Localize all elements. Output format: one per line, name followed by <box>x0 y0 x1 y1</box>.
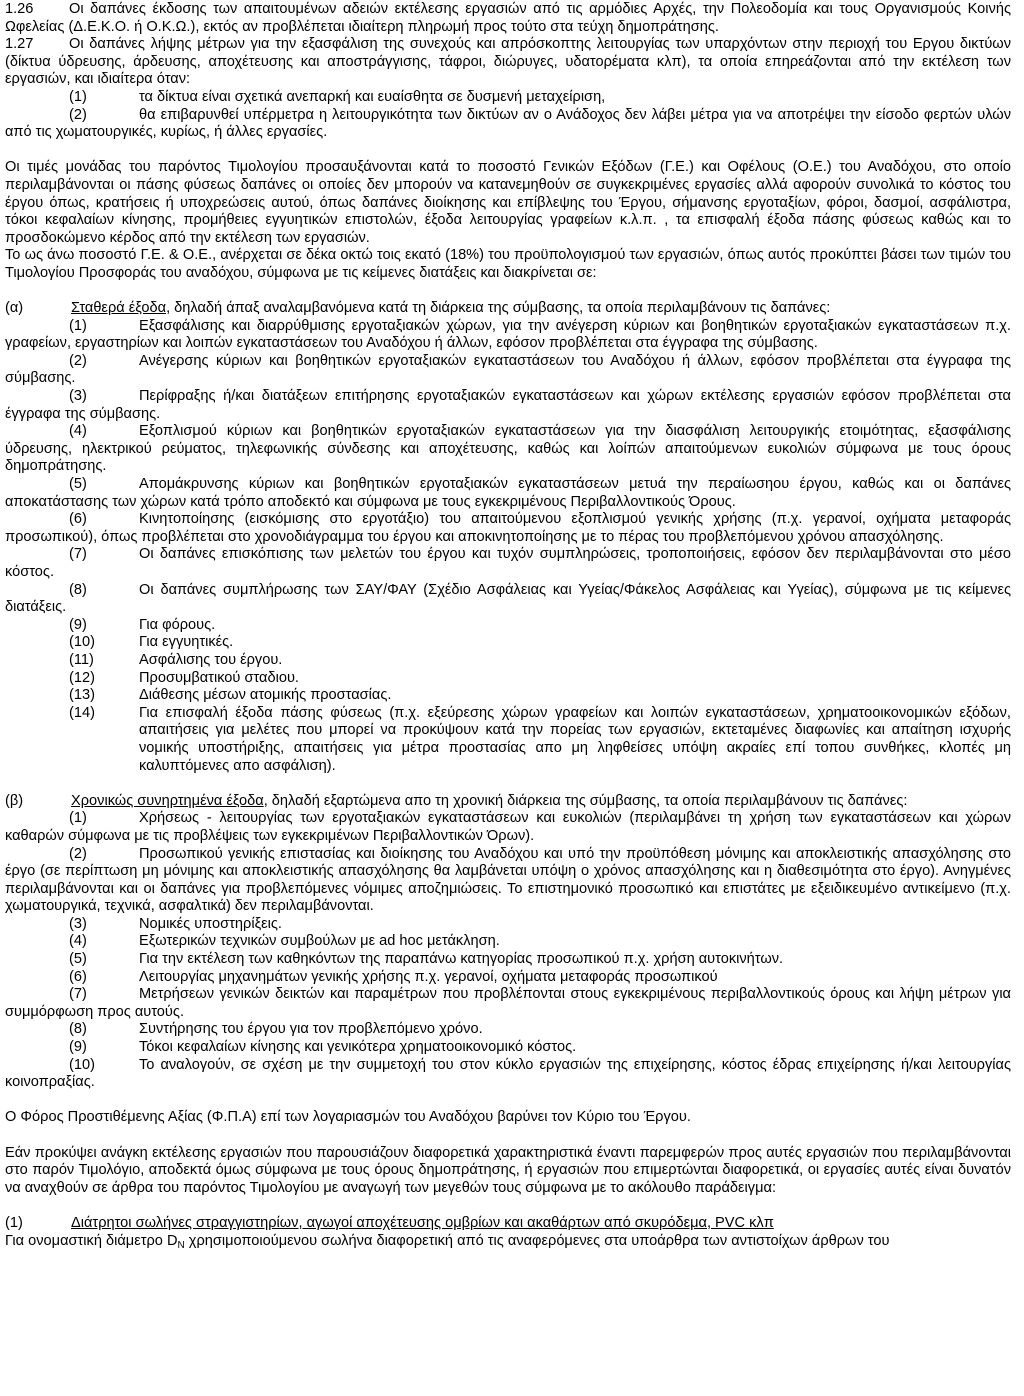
list-item <box>5 986 1011 1021</box>
list-item-number: (9) <box>69 1039 87 1056</box>
sub-item-number: (2) <box>69 106 87 123</box>
item-text: Οι δαπάνες λήψης μέτρων για την εξασφάλιση της συνεχούς και απρόσκοπτης λειτουργίας των υπαρχόντων στην περιοχή του Εργου δικτύων (δίκτυα ύδρευσης, άρδευσης, αποχέτευσης και αποστράγγισης, τάφροι, διώρυγες, υδατορέματα κλπ), τα οποία επηρεάζονται από την εκτέλεση των εργασιών, και ιδιαίτερα όταν: <box>5 36 1011 88</box>
list-item-text: Οι δαπάνες συμπλήρωσης των ΣΑΥ/ΦΑΥ (Σχέδιο Ασφάλειας και Υγείας/Φάκελος Ασφάλειας και Υγείας), σύμφωνα με τις κείμενες διατάξεις. <box>5 581 1011 616</box>
list-item <box>5 810 1011 845</box>
list-item-number: (9) <box>69 616 87 633</box>
list-item <box>5 634 1011 652</box>
section-a-item-14 <box>5 705 1011 775</box>
list-item-text: Μετρήσεων γενικών δεικτών και παραμέτρων που προβλέπονται στους εγκεκριμένους περιβαλλοντικούς όρους και λήψη μέτρων για συμμόρφωση προς αυτούς. <box>5 986 1011 1020</box>
list-item-text: Χρήσεως - λειτουργίας των εργοταξιακών εγκαταστάσεων και ευκολιών (περιλαμβάνει τη χρήση των εγκαταστάσεων και χώρων καθαρών σύμφωνα με τις προβλέψεις των εγκεκριμένων Περιβαλλοντικών Όρων). <box>5 810 1011 844</box>
list-item-number: (11) <box>69 651 94 668</box>
list-item-number: (2) <box>69 845 87 862</box>
paragraph-percent: Το ως άνω ποσοστό Γ.Ε. & Ο.Ε., ανέρχεται σε δέκα οκτώ τοις εκατό (18%) του προϋπολογισμού των εργασιών, όπως αυτός προκύπτει βάσει των τιμών του Τιμολογίου Προσφοράς του αναδόχου, σύμφωνα με τις κείμενες διατάξεις και διακρίνεται σε: <box>5 247 1011 281</box>
list-item-number: (8) <box>69 1021 87 1038</box>
example-title: Διάτρητοι σωλήνες στραγγιστηρίων, αγωγοί αποχέτευσης ομβρίων και ακαθάρτων από σκυρόδεμα, PVC κλπ <box>71 1214 774 1231</box>
sub-item-number: (1) <box>69 88 87 105</box>
list-item-text: Προσυμβατικού σταδιου. <box>139 669 299 686</box>
section-title: Χρονικώς συνηρτημένα έξοδα <box>71 792 264 809</box>
dn-subscript: N <box>177 1239 185 1251</box>
list-item <box>5 582 1011 617</box>
example-text-end: χρησιμοποιούμενου σωλήνα διαφορετική από τις αναφερόμενες στα υποάρθρα των αντιστοίχων άρθρων του <box>184 1232 890 1249</box>
list-item-text: Προσωπικού γενικής επιστασίας και διοίκησης του Αναδόχου και υπό την προϋπόθεση μόνιμης και αποκλειστικής απασχόλησης στο έργο (σε περίπτωση μη μόνιμης και αποκλειστικής απασχόλησης θα λαμβάνεται υπόψη ο χρόνος απασχόλησης και η διαθεσιμότητα στο έργο). Ανηγμένες περιλαμβάνονται και οι δαπάνες για προβλεπόμενες νόμιμες αποζημιώσεις. Το επιστημονικό προσωπικό και επιστάτες με εξειδικευμένο αντικείμενο (π.χ. χωματουργικά, τεχνικά, ασφαλτικά) δεν περιλαμβάνονται. <box>5 845 1011 915</box>
list-item-text: Οι δαπάνες επισκόπισης των μελετών του έργου και τυχόν συμπληρώσεις, τροποποιήσεις, εφόσον δεν περιλαμβάνονται στο μέσο κόστος. <box>5 546 1011 580</box>
item-number: 1.26 <box>5 1 34 17</box>
list-item-number: (5) <box>69 476 87 493</box>
item-1-26 <box>5 1 1011 36</box>
list-item-number: (1) <box>69 810 87 827</box>
list-item-text: Εξασφάλισης και διαρρύθμισης εργοταξιακών χώρων, για την ανέγερση κύριων και βοηθητικών εργοταξιακών εγκαταστάσεων π.χ. γραφείων, εργαστηρίων και λοιπών εγκαταστάσεων του Αναδόχου ή άλλων, εφόσον προβλέπεται στα έγγραφα της σύμβασης. <box>5 317 1011 352</box>
list-item-text: Για την εκτέλεση των καθηκόντων της παραπάνω κατηγορίας προσωπικού π.χ. χρήση αυτοκινήτων. <box>139 951 784 968</box>
list-item <box>5 546 1011 581</box>
list-item-number: (12) <box>69 669 95 686</box>
section-title: Σταθερά έξοδα <box>71 300 167 317</box>
list-item-text: Απομάκρυνσης κύριων και βοηθητικών εργοταξιακών εγκαταστάσεων μετυά την περαίωσηου έργου, καθώς και οι δαπάνες αποκατάστασης των χώρων κατά τρόπο αποδεκτό και σύμφωνα με τους εγκεκριμένους Περιβαλλοντικούς Όρους. <box>5 476 1011 510</box>
list-item-text: Το αναλογούν, σε σχέση με την συμμετοχή του στον κύκλο εργασιών της επιχείρησης, κόστος έδρας επιχείρησης ή/και λειτουργίας κοινοπραξίας. <box>5 1056 1011 1091</box>
list-item-text: Κινητοποίησης (εισκόμισης στο εργοτάξιο) του απαιτούμενου εξοπλισμού γενικής χρήσης (π.χ. γερανοί, οχήματα μεταφοράς προσωπικού), όπως προβλέπεται στο χρονοδιάγραμμα του έργου και αποκινητοποίησης με το πέρας του προβλεπόμενου χρόνου απασχόλησης. <box>5 511 1011 545</box>
list-item <box>5 388 1011 423</box>
list-item-number: (7) <box>69 546 87 563</box>
section-b-header <box>5 793 1011 811</box>
list-item-text: Λειτουργίας μηχανημάτων γενικής χρήσης π.χ. γερανοί, οχήματα μεταφοράς προσωπικού <box>139 968 718 985</box>
list-item-text: Για εγγυητικές. <box>139 634 234 651</box>
list-item-text: Για φόρους. <box>139 616 216 633</box>
section-a-header <box>5 300 1011 318</box>
list-item <box>5 916 1011 934</box>
list-item-number: (3) <box>69 915 87 932</box>
section-a-list <box>5 318 1011 705</box>
list-item <box>5 951 1011 969</box>
paragraph-differences: Εάν προκύψει ανάγκη εκτέλεσης εργασιών που παρουσιάζουν διαφορετικά χαρακτηριστικά έναντι παρεμφερών προς αυτές εργασιών που περιλαμβάνονται στο παρόν Τιμολόγιο, αποδεκτά όμως σύμφωνα με τους όρους δημοπράτησης, ή εργασιών που επιμερτώνται διαφορετικά, οι εργασίες αυτές είναι δυνατόν να αναχθούν σε άρθρα του παρόντος Τιμολογίου με αναγωγή των μεγεθών τους σύμφωνα με το ακόλουθο παράδειγμα: <box>5 1144 1011 1196</box>
list-item <box>5 476 1011 511</box>
list-item <box>5 353 1011 388</box>
section-label: (β) <box>5 792 24 809</box>
example-label: (1) <box>5 1214 23 1231</box>
sub-item-text: τα δίκτυα είναι σχετικά ανεπαρκή και ευαίσθητα σε δυσμενή μεταχείριση, <box>139 88 606 105</box>
list-item-number: (4) <box>69 423 87 440</box>
item-text: Οι δαπάνες έκδοσης των απαιτουμένων αδειών εκτέλεσης εργασιών από τις αρμόδιες Αρχές, την Πολεοδομία και τους Οργανισμούς Κοινής Ωφελείας (Δ.Ε.Κ.Ο. ή Ο.Κ.Ω.), εκτός αν προβλέπεται ιδιαίτερη πληρωμή προς τούτο στα τεύχη δημοπράτησης. <box>5 1 1011 35</box>
section-label: (α) <box>5 300 24 317</box>
list-item-number: (4) <box>69 933 87 950</box>
list-item-text: Εξωτερικών τεχνικών συμβούλων με ad hoc μετάκληση. <box>139 933 500 950</box>
list-item <box>5 846 1011 916</box>
paragraph-vat: Ο Φόρος Προστιθέμενης Αξίας (Φ.Π.Α) επί των λογαριασμών του Αναδόχου βαρύνει τον Κύριο του Έργου. <box>5 1109 691 1126</box>
list-item <box>5 687 1011 705</box>
list-item-text: Συντήρησης του έργου για τον προβλεπόμενο χρόνο. <box>139 1021 483 1038</box>
sub-item <box>5 89 1011 107</box>
list-item <box>5 511 1011 546</box>
paragraph-prices: Οι τιμές μονάδας του παρόντος Τιμολογίου προσαυξάνονται κατά το ποσοστό Γενικών Εξόδων (Γ.Ε.) και Οφέλους (Ο.Ε.) του Αναδόχου, στο οποίο περιλαμβάνονται οι πάσης φύσεως δαπάνες οι οποίες δεν μπορούν να κατανεμηθούν σε συγκεκριμένες εργασίες αλλά αφορούν συνολικά το κόστος του έργου όπως, κρατήσεις ή υποχρεώσεις αυτού, όπως δαπάνες διοίκησης και επίβλεψης του Έργου, σήμανσης εργοταξίων, φόροι, δασμοί, ασφάλιστρα, τόκοι κεφαλαίων κίνησης, προμήθειες εγγυητικών επιστολών, έξοδα λειτουργίας γραφείων κ.λ.π. , τα επισφαλή έξοδα πάσης φύσεως καθώς και το προσδοκώμενο κέρδος από την εκτέλεση των εργασιών. <box>5 159 1011 246</box>
list-item <box>5 652 1011 670</box>
sub-item-text: Για επισφαλή έξοδα πάσης φύσεως (π.χ. εξεύρεσης χώρων γραφείων και λοιπών εγκαταστάσεων, χρηματοοικονομικών εξόδων, απαιτήσεις για μελέτες που μπορεί να προκύψουν κατά την πορείας των εργασιών, εκτεταμένες διαφωνίες και απαίτηση ισχυρής νομικής υποστήριξης, απαιτήσεις για μέτρα προστασίας απο μη ληφθείσες υπόψη ακραίες επί τοπου συνθήκες, κλοπές μη καλυπτόμενες απο ασφάλιση). <box>139 704 1011 774</box>
list-item-text: Ανέγερσης κύριων και βοηθητικών εργοταξιακών εγκαταστάσεων του Αναδόχου ή άλλων, εφόσον προβλέπεται στα έγγραφα της σύμβασης. <box>5 352 1011 387</box>
list-item-number: (13) <box>69 687 95 704</box>
document-page <box>5 1 1011 1254</box>
list-item-text: Περίφραξης ή/και διατάξεων επιτήρησης εργοταξιακών εγκαταστάσεων και χώρων εκτέλεσης εργασιών εφόσον προβλέπεται στα έγγραφα της σύμβασης. <box>5 388 1011 422</box>
list-item-number: (3) <box>69 388 87 405</box>
list-item-number: (6) <box>69 968 87 985</box>
list-item-number: (1) <box>69 317 87 334</box>
list-item <box>5 1039 1011 1057</box>
sub-item-text: θα επιβαρυνθεί υπέρμετρα η λειτουργικότητα των δικτύων αν ο Ανάδοχος δεν λάβει μέτρα για να αποτρέψει την είσοδο φερτών υλών από τις χωματουργικές, κυρίως, ή άλλες εργασίες. <box>5 106 1011 141</box>
example-header <box>5 1215 1011 1233</box>
sub-item-number: (14) <box>69 704 95 721</box>
example-text <box>5 1233 1011 1255</box>
list-item-text: Νομικές υποστηρίξεις. <box>139 915 282 932</box>
list-item <box>5 933 1011 951</box>
list-item-number: (8) <box>69 581 87 598</box>
list-item <box>5 969 1011 987</box>
list-item-number: (10) <box>69 1056 95 1073</box>
list-item-number: (7) <box>69 986 87 1003</box>
example-text-start: Για ονομαστική διάμετρο D <box>5 1232 178 1249</box>
list-item <box>5 670 1011 688</box>
section-intro: , δηλαδή εξαρτώμενα απο τη χρονική διάρκεια της σύμβασης, τα οποία περιλαμβάνουν τις δαπάνες: <box>263 792 908 809</box>
list-item <box>5 423 1011 476</box>
item-1-27 <box>5 36 1011 89</box>
list-item <box>5 1021 1011 1039</box>
list-item-number: (2) <box>69 352 87 369</box>
list-item-text: Τόκοι κεφαλαίων κίνησης και γενικότερα χρηματοοικονομικό κόστος. <box>139 1039 577 1056</box>
list-item-number: (10) <box>69 634 95 651</box>
section-b-list <box>5 810 1011 1092</box>
list-item <box>5 617 1011 635</box>
list-item-number: (6) <box>69 511 87 528</box>
list-item <box>5 318 1011 353</box>
list-item-text: Ασφάλισης του έργου. <box>139 651 283 668</box>
list-item-number: (5) <box>69 951 87 968</box>
item-number: 1.27 <box>5 36 34 53</box>
section-intro: , δηλαδή άπαξ αναλαμβανόμενα κατά τη διάρκεια της σύμβασης, τα οποία περιλαμβάνουν τις δαπάνες: <box>166 300 831 317</box>
sub-item <box>5 107 1011 142</box>
list-item-text: Διάθεσης μέσων ατομικής προστασίας. <box>139 687 392 704</box>
list-item <box>5 1057 1011 1092</box>
list-item-text: Εξοπλισμού κύριων και βοηθητικών εργοταξιακών εγκαταστάσεων για την διασφάλιση λειτουργικής ετοιμότητας, εξασφάλισης ύδρευσης, ηλεκτρικού ρεύματος, τηλεφωνικής σύνδεσης και αποχέτευσης, καθώς και λοίπών απαιτούμενων ευκολιών σύμφωνα με τους όρους δημοπράτησης. <box>5 423 1011 475</box>
